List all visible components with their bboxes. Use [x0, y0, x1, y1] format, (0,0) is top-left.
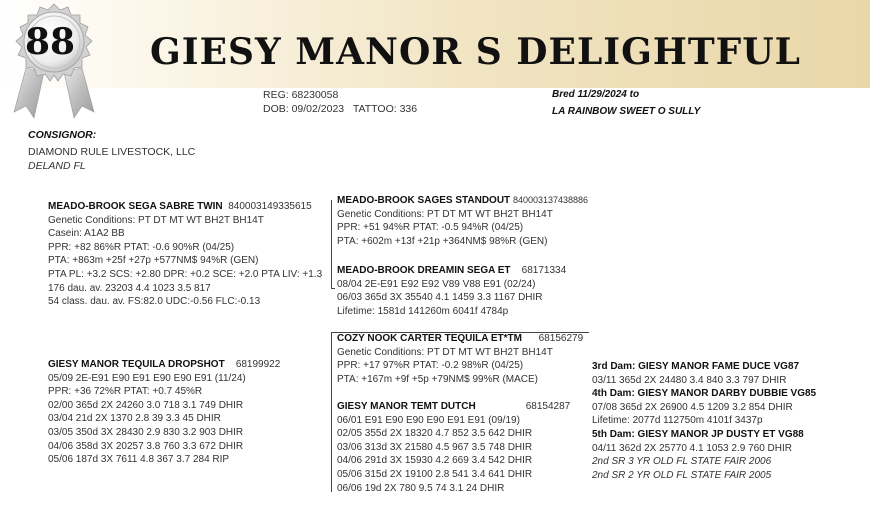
dam-line: 05/09 2E-E91 E90 E91 E90 E90 E91 (11/24) [48, 372, 246, 384]
consignor-location: DELAND FL [28, 160, 86, 172]
sire-heading [48, 200, 322, 214]
dam-sire-line: PTA: +167m +9f +5p +79NM$ 99%R (MACE) [337, 373, 539, 385]
dam-dam-line: 02/05 355d 2X 18320 4.7 852 3.5 642 DHIR [337, 428, 533, 440]
sire-line: PTA: +863m +25f +27p +577NM$ 94%R (GEN) [48, 255, 259, 267]
sire-dam-name: MEADO-BROOK DREAMIN SEGA ET [337, 265, 511, 276]
consignor-name: DIAMOND RULE LIVESTOCK, LLC [28, 146, 196, 158]
sire-line: 54 class. dau. av. FS:82.0 UDC:-0.56 FLC:-0.13 [48, 296, 261, 308]
pedigree-connector [331, 288, 335, 289]
sire-line: PPR: +82 86%R PTAT: -0.6 90%R (04/25) [48, 241, 235, 253]
sire-sire-id: 840003137438886 [512, 195, 589, 205]
breeding-block [552, 88, 700, 119]
dam-sire-id: 68156279 [538, 333, 584, 344]
dam-sire-line: Genetic Conditions: PT DT MT WT BH2T BH14T [337, 346, 553, 358]
sire-name: MEADO-BROOK SEGA SABRE TWIN [48, 201, 223, 212]
sire-line: PTA PL: +3.2 SCS: +2.80 DPR: +0.2 SCE: +2.0 PTA LIV: +1.3 [48, 268, 323, 280]
sire-sire-line: Genetic Conditions: PT DT MT WT BH2T BH14T [337, 208, 553, 220]
sire-sire-line: PPR: +51 94%R PTAT: -0.5 94%R (04/25) [337, 222, 524, 234]
consignor-block [28, 128, 195, 173]
bred-date: Bred 11/29/2024 to [552, 89, 640, 100]
dam-dam-line: 06/01 E91 E90 E90 E90 E91 E91 (09/19) [337, 414, 520, 426]
sire-dam-line: Lifetime: 1581d 141260m 6041f 4784p [337, 305, 509, 317]
consignor-label: CONSIGNOR: [28, 129, 97, 141]
third-dam-label: 3rd Dam: GIESY MANOR FAME DUCE VG87 [592, 361, 800, 372]
sire-line: Casein: A1A2 BB [48, 228, 125, 240]
sire-block [48, 200, 322, 309]
dam-dam-line: 06/06 19d 2X 780 9.5 74 3.1 24 DHIR [337, 482, 505, 494]
dam-line: PPR: +36 72%R PTAT: +0.7 45%R [48, 386, 203, 398]
sire-line: Genetic Conditions: PT DT MT WT BH2T BH14T [48, 214, 264, 226]
dam-line: 04/06 358d 3X 20257 3.8 760 3.3 672 DHIR [48, 440, 244, 452]
pedigree-connector [331, 200, 332, 288]
dob-tattoo [263, 102, 417, 116]
dam-sire-heading [337, 332, 583, 346]
fourth-dam-record: 07/08 365d 2X 26900 4.5 1209 3.2 854 DHIR [592, 401, 793, 413]
registration-block [263, 88, 417, 116]
bred-to-sire: LA RAINBOW SWEET O SULLY [552, 106, 701, 117]
third-dam-record: 03/11 365d 2X 24480 3.4 840 3.3 797 DHIR [592, 374, 787, 386]
dam-dam-line: 03/06 313d 3X 21580 4.5 967 3.5 748 DHIR [337, 441, 533, 453]
dam-sire-block [337, 332, 583, 386]
dam-sire-name: COZY NOOK CARTER TEQUILA ET*TM [337, 333, 522, 344]
dam-id: 68199922 [235, 359, 281, 370]
fourth-dam-label: 4th Dam: GIESY MANOR DARBY DUBBIE VG85 [592, 388, 817, 400]
dam-heading [48, 358, 280, 372]
dam-dam-line: 04/06 291d 3X 15930 4.2 669 3.4 542 DHIR [337, 455, 533, 467]
dam-line: 03/05 350d 3X 28430 2.9 830 3.2 903 DHIR [48, 426, 244, 438]
dam-dam-heading [337, 400, 570, 414]
dam-line: 05/06 187d 3X 7611 4.8 367 3.7 284 RIP [48, 454, 230, 466]
sire-sire-line: PTA: +602m +13f +21p +364NM$ 98%R (GEN) [337, 235, 548, 247]
sire-dam-line: 08/04 2E-E91 E92 E92 V89 V88 E91 (02/24) [337, 278, 536, 290]
dam-line: 02/00 365d 2X 24260 3.0 718 3.1 749 DHIR [48, 399, 244, 411]
sire-dam-id: 68171334 [521, 265, 567, 276]
dam-dam-line: 05/06 315d 2X 19100 2.8 541 3.4 641 DHIR [337, 468, 533, 480]
sire-id: 840003149335615 [228, 201, 312, 212]
fifth-dam-label: 5th Dam: GIESY MANOR JP DUSTY ET VG88 [592, 428, 804, 440]
fifth-dam-honor: 2nd SR 3 YR OLD FL STATE FAIR 2006 [592, 456, 772, 468]
fourth-dam-lifetime: Lifetime: 2077d 112750m 4101f 3437p [592, 415, 763, 427]
dam-block [48, 358, 280, 467]
sire-sire-block [337, 194, 588, 248]
reg-number: REG: 68230058 [263, 89, 339, 101]
fifth-dam-record: 04/11 362d 2X 25770 4.1 1053 2.9 760 DHIR [592, 442, 792, 454]
sire-sire-name: MEADO-BROOK SAGES STANDOUT [337, 195, 511, 206]
dam-sire-line: PPR: +17 97%R PTAT: -0.2 98%R (04/25) [337, 360, 524, 372]
lot-number: 88 [24, 21, 76, 63]
tattoo: TATTOO: 336 [352, 103, 418, 115]
sire-dam-block [337, 264, 566, 318]
sire-sire-heading [337, 194, 588, 208]
dam-line: 03/04 21d 2X 1370 2.8 39 3.3 45 DHIR [48, 413, 221, 425]
dob: DOB: 09/02/2023 [263, 103, 345, 115]
dam-dam-block [337, 400, 570, 495]
dam-dam-id: 68154287 [525, 401, 571, 412]
sire-dam-heading [337, 264, 566, 278]
pedigree-connector [331, 332, 332, 492]
sire-dam-line: 06/03 365d 3X 35540 4.1 1459 3.3 1167 DHIR [337, 292, 543, 304]
extended-dams-block [592, 360, 816, 482]
sire-line: 176 dau. av. 23203 4.4 1023 3.5 817 [48, 282, 211, 294]
fifth-dam-honor: 2nd SR 2 YR OLD FL STATE FAIR 2005 [592, 469, 772, 481]
dam-dam-name: GIESY MANOR TEMT DUTCH [337, 401, 476, 412]
animal-name: GIESY MANOR S DELIGHTFUL [150, 31, 801, 73]
dam-name: GIESY MANOR TEQUILA DROPSHOT [48, 359, 225, 370]
